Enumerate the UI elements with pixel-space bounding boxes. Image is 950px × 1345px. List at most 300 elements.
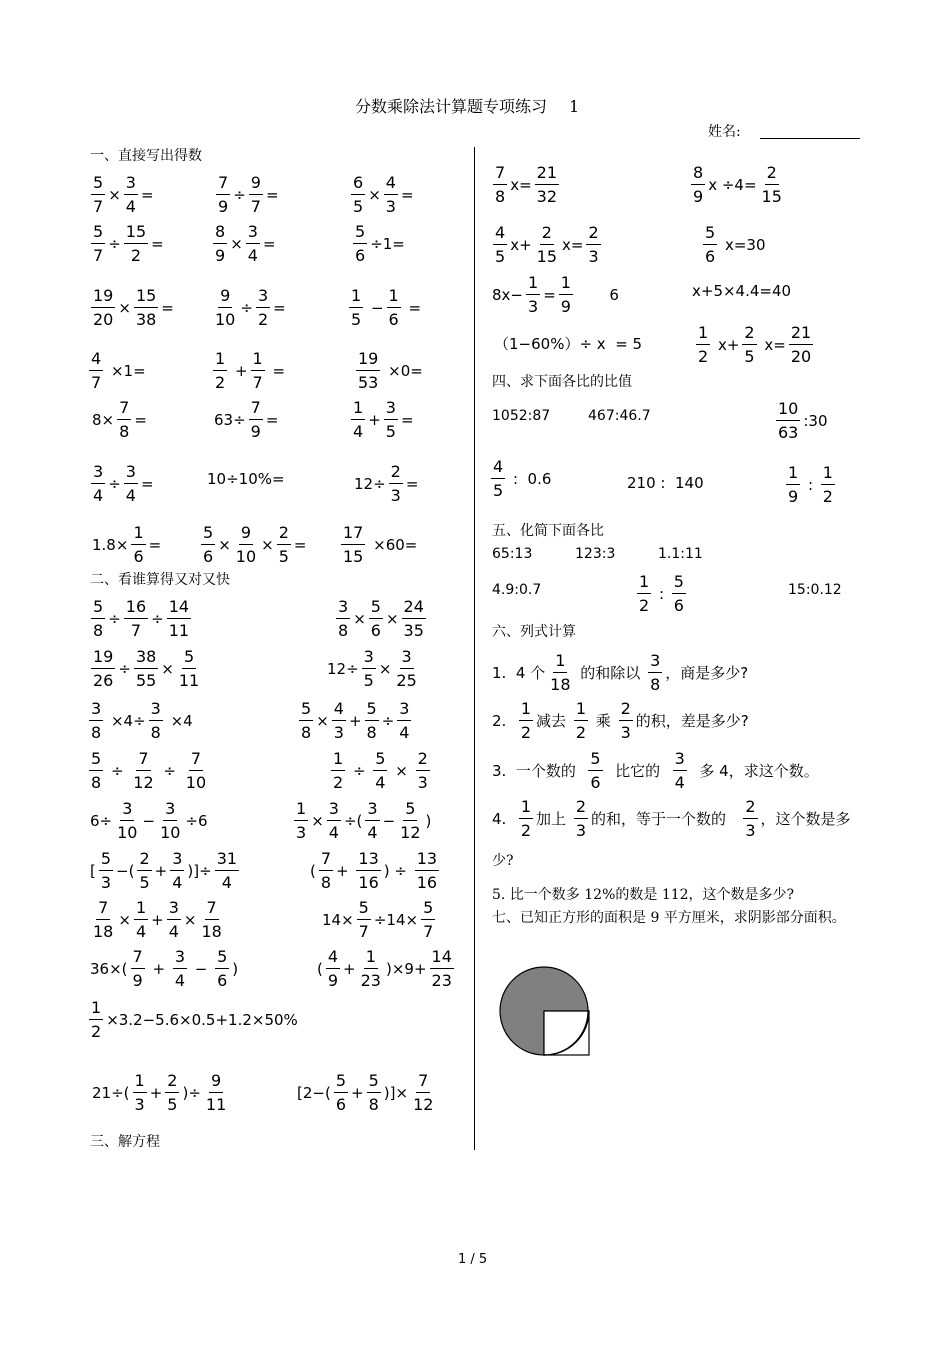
numerator: 1 (637, 571, 651, 594)
fraction (416, 748, 430, 793)
expression-a10 (88, 348, 148, 393)
fraction (134, 285, 158, 330)
expression-d4 (785, 462, 836, 507)
expression-d1 (775, 398, 830, 443)
operator-text: : 0.6 (508, 469, 552, 488)
title-text: 分数乘除法计算题专项练习 (355, 97, 548, 116)
denominator: 4 (125, 197, 136, 216)
operator-text: ) (425, 811, 432, 830)
numerator: 5 (672, 571, 686, 594)
fraction (559, 272, 573, 317)
expression-a21 (340, 522, 419, 567)
operator-text: x ÷4= (708, 175, 757, 194)
numerator: 7 (216, 172, 230, 195)
denominator: 8 (495, 187, 506, 206)
operator-text: 的和除以 (575, 664, 646, 682)
numerator: 3 (336, 596, 350, 619)
denominator: 5 (353, 197, 364, 216)
denominator: 4 (674, 773, 685, 792)
operator-text: ×4÷ (106, 711, 146, 730)
fraction (277, 522, 291, 567)
operator-text: 减去 (536, 712, 571, 730)
operator-text: + (336, 861, 354, 880)
denominator: 38 (135, 310, 157, 329)
numerator: 5 (215, 946, 229, 969)
numerator: 8 (691, 162, 705, 185)
denominator: 4 (93, 486, 104, 505)
operator-text: 210 : 140 (627, 474, 704, 492)
numerator: 19 (356, 348, 380, 371)
fraction (365, 798, 379, 843)
denominator: 4 (172, 873, 183, 892)
fraction (776, 398, 800, 443)
operator-text: 2. (492, 711, 516, 730)
expression-f1 (490, 650, 750, 695)
operator-text: ×1= (106, 361, 146, 380)
numerator: 7 (249, 397, 263, 420)
expression-e1 (636, 571, 687, 616)
page-number: 1 / 5 (458, 1252, 488, 1267)
fraction (357, 897, 371, 942)
denominator: 4 (375, 773, 386, 792)
fraction (696, 322, 710, 367)
operator-text: 3. 一个数的 (492, 762, 586, 780)
numerator: 16 (124, 596, 148, 619)
operator-text: ×4 (165, 711, 193, 730)
numerator: 1 (349, 285, 363, 308)
operator-text: [2−( (297, 1083, 331, 1102)
operator-text: + (343, 959, 356, 978)
numerator: 1 (134, 897, 148, 920)
operator-text: 36×( (90, 959, 128, 978)
denominator: 5 (167, 1095, 178, 1114)
numerator: 5 (353, 221, 367, 244)
fraction (336, 596, 350, 641)
fraction (519, 796, 533, 841)
denominator: 6 (590, 773, 601, 792)
numerator: 3 (365, 798, 379, 821)
operator-text: 的积，差是多少? (635, 712, 749, 730)
denominator: 6 (705, 247, 716, 266)
denominator: 4 (367, 823, 378, 842)
ratio-123-3: 123:3 (575, 546, 616, 562)
denominator: 63 (778, 423, 799, 442)
denominator: 8 (301, 723, 312, 742)
operator-text: ÷6 (185, 811, 208, 830)
numerator: 2 (742, 322, 756, 345)
numerator: 21 (535, 162, 559, 185)
fraction (91, 285, 115, 330)
operator-text: × (183, 910, 197, 929)
denominator: 7 (252, 373, 263, 392)
operator-text: ×3.2−5.6×0.5+1.2×50% (106, 1010, 298, 1029)
numerator: 5 (299, 698, 313, 721)
denominator: 10 (235, 547, 257, 566)
denominator: 9 (132, 971, 143, 990)
denominator: 2 (520, 821, 532, 840)
column-divider (474, 147, 475, 1150)
fraction (199, 897, 223, 942)
numerator: 5 (91, 221, 105, 244)
operator-text: + (348, 711, 362, 730)
operator-text: + (147, 959, 170, 978)
operator-text: + (154, 861, 168, 880)
denominator: 11 (168, 621, 190, 640)
numerator: 9 (218, 285, 232, 308)
fraction (351, 172, 365, 217)
fraction (115, 798, 139, 843)
numerator: 38 (134, 646, 158, 669)
denominator: 4 (353, 422, 364, 441)
numerator: 3 (149, 698, 163, 721)
expression-a12 (355, 348, 425, 393)
numerator: 5 (365, 698, 379, 721)
numerator: 3 (648, 650, 662, 673)
operator-text: ) (232, 959, 239, 978)
operator-text: + (151, 910, 164, 929)
expression-a3 (350, 172, 416, 217)
expression-b16 (315, 946, 455, 991)
denominator: 10 (185, 773, 207, 792)
numerator: 1 (821, 462, 835, 485)
fraction (672, 571, 686, 616)
denominator: 4 (174, 971, 185, 990)
fraction (331, 748, 345, 793)
fraction (234, 522, 258, 567)
numerator: 4 (332, 698, 346, 721)
fraction (256, 285, 270, 330)
expression-b14 (320, 897, 436, 942)
operator-text: （1−60%）÷ x = 5 (494, 335, 643, 353)
expression-d3 (625, 474, 706, 492)
expression-f3 (490, 748, 821, 793)
fraction (131, 946, 145, 991)
fraction (137, 848, 151, 893)
numerator: 3 (400, 646, 414, 669)
operator-text: = (405, 474, 419, 493)
denominator: 2 (215, 373, 226, 392)
shaded-area-figure (494, 962, 594, 1062)
numerator: 5 (201, 522, 215, 545)
numerator: 4 (493, 222, 507, 245)
numerator: 19 (91, 646, 115, 669)
denominator: 16 (358, 873, 379, 892)
denominator: 53 (358, 373, 379, 392)
fraction (91, 646, 115, 691)
operator-text: = (293, 535, 307, 554)
numerator: 13 (415, 848, 439, 871)
operator-text: = (262, 234, 276, 253)
numerator: 1 (251, 348, 265, 371)
numerator: 3 (173, 946, 187, 969)
operator-text: : (803, 475, 818, 494)
fraction (535, 222, 559, 267)
numerator: 5 (421, 897, 435, 920)
denominator: 8 (320, 873, 332, 892)
expression-b2 (335, 596, 427, 641)
numerator: 3 (124, 461, 138, 484)
ratio-467-46-7: 467:46.7 (588, 408, 651, 424)
denominator: 7 (358, 922, 369, 941)
expression-a20 (200, 522, 308, 567)
operator-text: × (261, 535, 274, 554)
expression-f4 (490, 796, 853, 841)
denominator: 15 (343, 547, 364, 566)
denominator: 3 (100, 873, 112, 892)
denominator: 5 (385, 422, 396, 441)
fraction (213, 221, 227, 266)
expression-b8 (330, 748, 431, 793)
denominator: 12 (413, 1095, 434, 1114)
expression-a4 (90, 221, 166, 266)
operator-text: 多 4，求这个数。 (689, 762, 819, 780)
numerator: 2 (277, 522, 291, 545)
denominator: 32 (536, 187, 557, 206)
numerator: 5 (367, 1070, 381, 1093)
operator-text: ，这个数是多 (760, 810, 851, 828)
expression-c4 (702, 222, 768, 267)
operator-text: + (351, 1083, 364, 1102)
operator-text: ÷ (108, 609, 121, 628)
numerator: 1 (294, 798, 308, 821)
numerator: 1 (696, 322, 710, 345)
operator-text: 比它的 (605, 762, 670, 780)
numerator: 3 (384, 397, 398, 420)
numerator: 2 (765, 162, 779, 185)
operator-text: × (118, 910, 131, 929)
operator-text: × (108, 185, 121, 204)
fraction (213, 285, 237, 330)
numerator: 3 (246, 221, 260, 244)
denominator: 6 (133, 547, 144, 566)
operator-text: 4. (492, 809, 516, 828)
fraction (124, 172, 138, 217)
fraction (691, 162, 705, 207)
expression-b10 (293, 798, 433, 843)
denominator: 5 (363, 671, 374, 690)
expression-a15 (350, 397, 416, 442)
expression-b11 (88, 848, 240, 893)
operator-text: + (230, 361, 248, 380)
operator-text: ÷ (233, 185, 246, 204)
operator-text: x+ (510, 235, 532, 254)
denominator: 5 (493, 481, 504, 500)
denominator: 12 (400, 823, 421, 842)
denominator: 8 (119, 422, 130, 441)
denominator: 4 (221, 873, 232, 892)
numerator: 1 (331, 748, 345, 771)
numerator: 9 (249, 172, 263, 195)
operator-text: × (218, 535, 231, 554)
operator-text: x= (759, 335, 786, 354)
denominator: 9 (693, 187, 704, 206)
expression-a8 (212, 285, 288, 330)
operator-text: ，商是多少? (665, 664, 749, 682)
denominator: 6 (335, 1095, 347, 1114)
numerator: 5 (99, 848, 113, 871)
ratio-65-13: 65:13 (492, 546, 533, 562)
title-number: 1 (569, 97, 580, 116)
numerator: 5 (373, 748, 387, 771)
denominator: 2 (130, 246, 142, 265)
denominator: 6 (673, 596, 684, 615)
numerator: 2 (619, 698, 633, 721)
operator-text: − (366, 298, 384, 317)
denominator: 18 (93, 922, 114, 941)
operator-text: = (140, 185, 154, 204)
numerator: 1 (574, 698, 588, 721)
operator-text: 8× (92, 410, 115, 429)
operator-text: ÷1= (370, 234, 405, 253)
numerator: 14 (167, 596, 191, 619)
numerator: 19 (91, 285, 115, 308)
denominator: 9 (215, 246, 226, 265)
operator-text: ÷ (381, 711, 395, 730)
operator-text: × (316, 711, 329, 730)
numerator: 1 (131, 522, 145, 545)
fraction (91, 221, 105, 266)
denominator: 2 (822, 487, 833, 506)
denominator: 9 (560, 297, 571, 316)
fraction (574, 698, 588, 743)
fraction (91, 596, 105, 641)
numerator: 3 (120, 798, 134, 821)
operator-text: × (390, 761, 413, 780)
fraction (332, 698, 346, 743)
operator-text: ×60= (368, 535, 418, 554)
denominator: 7 (423, 922, 434, 941)
expression-b15 (88, 946, 240, 991)
numerator: 7 (131, 946, 145, 969)
numerator: 3 (167, 897, 181, 920)
numerator: 3 (91, 461, 105, 484)
operator-text: ( (310, 861, 316, 880)
denominator: 5 (139, 873, 150, 892)
denominator: 7 (93, 197, 104, 216)
denominator: 4 (399, 723, 410, 742)
expression-c1 (492, 162, 560, 207)
fraction (821, 462, 835, 507)
operator-text: 的和，等于一个数的 (591, 810, 741, 828)
fraction (124, 221, 148, 266)
denominator: 3 (390, 486, 401, 505)
fraction (124, 461, 138, 506)
numerator: 1 (364, 946, 378, 969)
expression-a16 (90, 461, 156, 506)
expression-b9 (88, 798, 210, 843)
denominator: 7 (130, 621, 142, 640)
numerator: 2 (540, 222, 554, 245)
fraction (177, 646, 201, 691)
denominator: 6 (217, 971, 228, 990)
denominator: 4 (125, 486, 136, 505)
denominator: 9 (788, 487, 799, 506)
operator-text: x+5×4.4=40 (692, 282, 792, 300)
expression-a11 (212, 348, 287, 393)
expression-b7 (88, 748, 209, 793)
fraction (89, 348, 103, 393)
fraction (158, 798, 182, 843)
section-heading-7: 七、已知正方形的面积是 9 平方厘米，求阴影部分面积。 (492, 910, 846, 926)
numerator: 3 (89, 698, 103, 721)
operator-text: 10÷10%= (207, 470, 285, 488)
numerator: 1 (519, 698, 533, 721)
numerator: 4 (384, 172, 398, 195)
fraction (365, 698, 379, 743)
numerator: 4 (89, 348, 103, 371)
operator-text: 6 (575, 285, 619, 304)
operator-text: ÷ (348, 761, 371, 780)
fraction (170, 848, 184, 893)
operator-text: ÷ (108, 474, 121, 493)
expression-c3 (492, 222, 602, 267)
fraction (134, 646, 158, 691)
denominator: 16 (416, 873, 438, 892)
word-problem-5: 5. 比一个数多 12%的数是 112，这个数是多少? (492, 887, 795, 903)
numerator: 9 (209, 1070, 223, 1093)
fraction (319, 848, 333, 893)
numerator: 4 (326, 946, 340, 969)
denominator: 26 (93, 671, 114, 690)
fraction (384, 172, 398, 217)
operator-text: = (267, 361, 286, 380)
denominator: 8 (338, 621, 349, 640)
fraction (131, 748, 155, 793)
operator-text: = (403, 298, 422, 317)
fraction (356, 348, 380, 393)
numerator: 1 (387, 285, 401, 308)
denominator: 10 (215, 310, 236, 329)
numerator: 5 (403, 798, 417, 821)
denominator: 6 (355, 246, 366, 265)
denominator: 11 (178, 671, 200, 690)
denominator: 20 (790, 347, 812, 366)
numerator: 5 (91, 172, 105, 195)
operator-text: ÷ (118, 659, 131, 678)
fraction (201, 522, 215, 567)
fraction (213, 348, 227, 393)
fraction (430, 946, 454, 991)
denominator: 3 (745, 821, 756, 840)
expression-a2 (215, 172, 281, 217)
operator-text: :30 (803, 411, 828, 430)
fraction (786, 462, 800, 507)
expression-b19 (295, 1070, 436, 1115)
expression-b13 (90, 897, 225, 942)
fraction (326, 946, 340, 991)
operator-text: ×0= (383, 361, 423, 380)
fraction (131, 522, 145, 567)
fraction (367, 1070, 381, 1115)
expression-a14 (212, 397, 280, 442)
fraction (204, 1070, 228, 1115)
numerator: 2 (137, 848, 151, 871)
fraction (327, 798, 341, 843)
denominator: 3 (296, 823, 307, 842)
section-heading-6: 六、列式计算 (492, 624, 576, 640)
operator-text: ÷ (240, 298, 253, 317)
operator-text: = (543, 285, 556, 304)
numerator: 7 (189, 748, 203, 771)
expression-b6 (298, 698, 412, 743)
expression-c5 (490, 272, 621, 317)
denominator: 10 (160, 823, 181, 842)
numerator: 10 (776, 398, 800, 421)
fraction (353, 221, 367, 266)
numerator: 4 (491, 456, 505, 479)
numerator: 5 (182, 646, 196, 669)
expression-b18 (90, 1070, 229, 1115)
